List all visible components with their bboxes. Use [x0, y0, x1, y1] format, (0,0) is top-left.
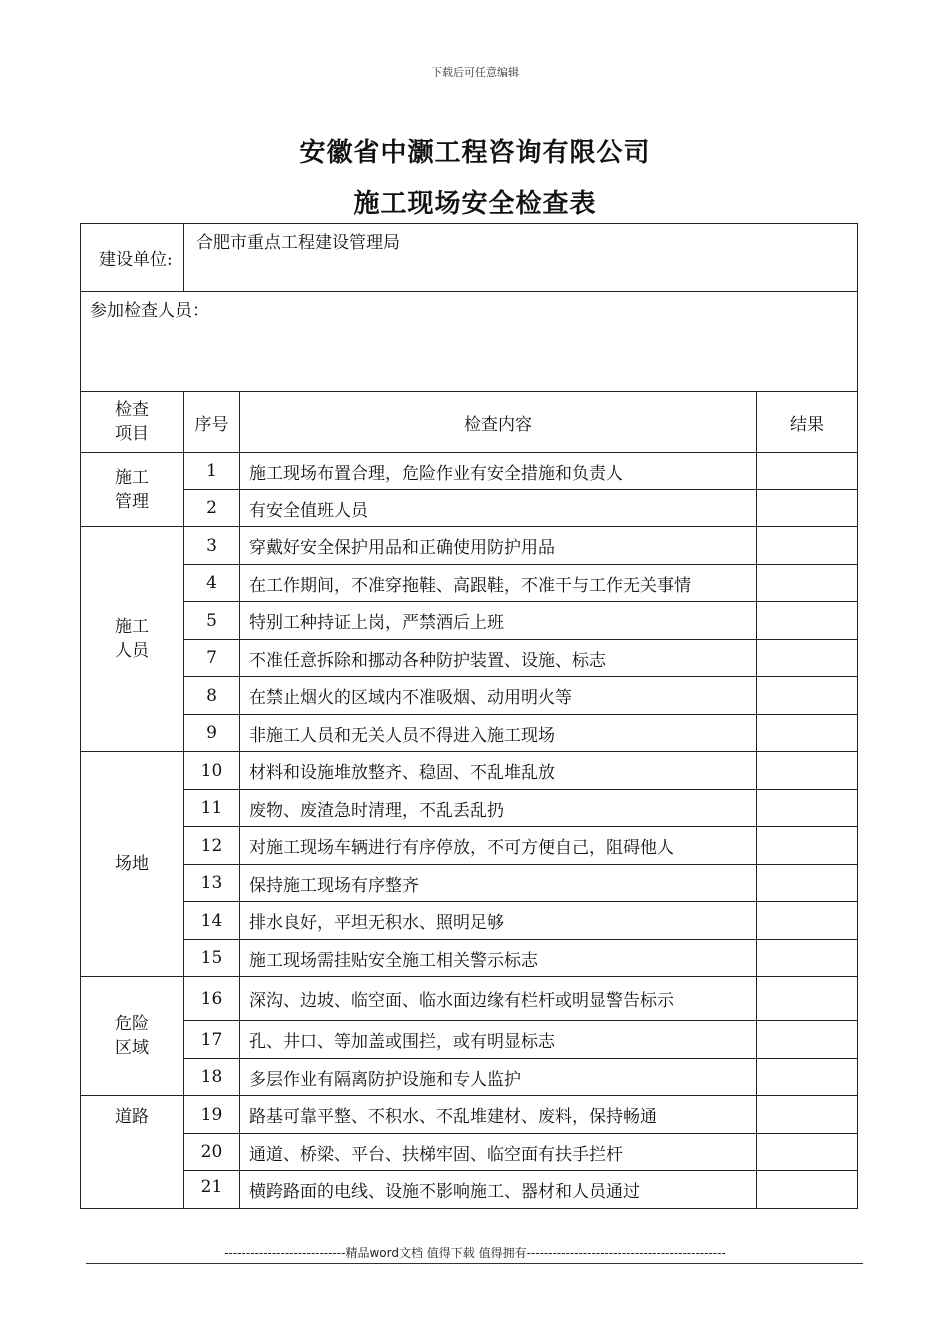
table-row	[81, 527, 858, 565]
result-cell[interactable]	[757, 677, 858, 715]
category-cell: 施工 管理	[81, 453, 184, 527]
content-cell: 深沟、边坡、临空面、临水面边缘有栏杆或明显警告标示	[240, 977, 757, 1021]
seq-cell: 5	[184, 602, 240, 640]
inspectors-row	[81, 292, 858, 392]
header-row	[81, 392, 858, 453]
table-row	[81, 640, 858, 677]
unit-row	[81, 224, 858, 292]
table-row	[81, 1096, 858, 1134]
table-row	[81, 977, 858, 1021]
seq-cell: 21	[184, 1171, 240, 1209]
result-cell[interactable]	[757, 715, 858, 752]
result-cell[interactable]	[757, 453, 858, 490]
result-cell[interactable]	[757, 940, 858, 977]
content-cell: 施工现场布置合理，危险作业有安全措施和负责人	[240, 453, 757, 490]
content-cell: 不准任意拆除和挪动各种防护装置、设施、标志	[240, 640, 757, 677]
content-cell: 排水良好，平坦无积水、照明足够	[240, 902, 757, 940]
result-cell[interactable]	[757, 490, 858, 527]
seq-cell: 13	[184, 865, 240, 902]
content-cell: 路基可靠平整、不积水、不乱堆建材、废料，保持畅通	[240, 1096, 757, 1134]
seq-cell: 18	[184, 1059, 240, 1096]
result-cell[interactable]	[757, 1096, 858, 1134]
table-row	[81, 1021, 858, 1059]
content-cell: 材料和设施堆放整齐、稳固、不乱堆乱放	[240, 752, 757, 790]
content-cell: 孔、井口、等加盖或围拦，或有明显标志	[240, 1021, 757, 1059]
seq-cell: 3	[184, 527, 240, 565]
result-cell[interactable]	[757, 902, 858, 940]
col-header-content: 检查内容	[240, 392, 757, 453]
content-cell: 多层作业有隔离防护设施和专人监护	[240, 1059, 757, 1096]
result-cell[interactable]	[757, 1134, 858, 1171]
result-cell[interactable]	[757, 752, 858, 790]
content-cell: 在工作期间，不准穿拖鞋、高跟鞋，不准干与工作无关事情	[240, 565, 757, 602]
category-cell: 场地	[81, 752, 184, 977]
col-header-seq: 序号	[184, 392, 240, 453]
content-cell: 有安全值班人员	[240, 490, 757, 527]
category-cell: 危险 区域	[81, 977, 184, 1096]
category-cell: 施工 人员	[81, 527, 184, 752]
seq-cell: 20	[184, 1134, 240, 1171]
table-row	[81, 827, 858, 865]
footer-divider	[86, 1263, 863, 1264]
result-cell[interactable]	[757, 790, 858, 827]
result-cell[interactable]	[757, 1171, 858, 1209]
result-cell[interactable]	[757, 565, 858, 602]
seq-cell: 14	[184, 902, 240, 940]
seq-cell: 9	[184, 715, 240, 752]
col-header-category: 检查 项目	[81, 392, 184, 453]
table-row	[81, 602, 858, 640]
content-cell: 施工现场需挂贴安全施工相关警示标志	[240, 940, 757, 977]
header-note: 下载后可任意编辑	[431, 66, 519, 79]
form-title: 施工现场安全检查表	[353, 189, 597, 219]
content-cell: 对施工现场车辆进行有序停放，不可方便自己，阻碍他人	[240, 827, 757, 865]
seq-cell: 17	[184, 1021, 240, 1059]
table-row	[81, 1059, 858, 1096]
seq-cell: 8	[184, 677, 240, 715]
table-row	[81, 1134, 858, 1171]
table-row	[81, 790, 858, 827]
table-row	[81, 490, 858, 527]
result-cell[interactable]	[757, 640, 858, 677]
content-cell: 非施工人员和无关人员不得进入施工现场	[240, 715, 757, 752]
content-cell: 通道、桥梁、平台、扶梯牢固、临空面有扶手拦杆	[240, 1134, 757, 1171]
content-cell: 特别工种持证上岗，严禁酒后上班	[240, 602, 757, 640]
inspection-table	[80, 223, 858, 1209]
table-row	[81, 677, 858, 715]
footer-text: ----------------------------精品word文档 值得下载 值得拥有----------------------------------------------	[224, 1246, 726, 1260]
content-cell: 废物、废渣急时清理，不乱丢乱扔	[240, 790, 757, 827]
seq-cell: 15	[184, 940, 240, 977]
seq-cell: 10	[184, 752, 240, 790]
unit-value: 合肥市重点工程建设管理局	[184, 224, 858, 292]
seq-cell: 1	[184, 453, 240, 490]
table-row	[81, 752, 858, 790]
unit-label: 建设单位:	[81, 224, 184, 292]
table-row	[81, 715, 858, 752]
result-cell[interactable]	[757, 527, 858, 565]
seq-cell: 11	[184, 790, 240, 827]
content-cell: 穿戴好安全保护用品和正确使用防护用品	[240, 527, 757, 565]
content-cell: 横跨路面的电线、设施不影响施工、器材和人员通过	[240, 1171, 757, 1209]
company-title: 安徽省中灏工程咨询有限公司	[299, 138, 651, 168]
result-cell[interactable]	[757, 977, 858, 1021]
content-cell: 在禁止烟火的区域内不准吸烟、动用明火等	[240, 677, 757, 715]
table-row	[81, 565, 858, 602]
content-cell: 保持施工现场有序整齐	[240, 865, 757, 902]
result-cell[interactable]	[757, 827, 858, 865]
result-cell[interactable]	[757, 865, 858, 902]
result-cell[interactable]	[757, 1021, 858, 1059]
result-cell[interactable]	[757, 602, 858, 640]
seq-cell: 4	[184, 565, 240, 602]
inspectors-label: 参加检查人员：	[81, 292, 858, 392]
seq-cell: 2	[184, 490, 240, 527]
table-row	[81, 940, 858, 977]
seq-cell: 19	[184, 1096, 240, 1134]
table-row	[81, 865, 858, 902]
category-cell: 道路	[81, 1096, 184, 1209]
col-header-result: 结果	[757, 392, 858, 453]
seq-cell: 16	[184, 977, 240, 1021]
seq-cell: 12	[184, 827, 240, 865]
table-row	[81, 1171, 858, 1209]
result-cell[interactable]	[757, 1059, 858, 1096]
table-row	[81, 902, 858, 940]
seq-cell: 7	[184, 640, 240, 677]
table-row	[81, 453, 858, 490]
